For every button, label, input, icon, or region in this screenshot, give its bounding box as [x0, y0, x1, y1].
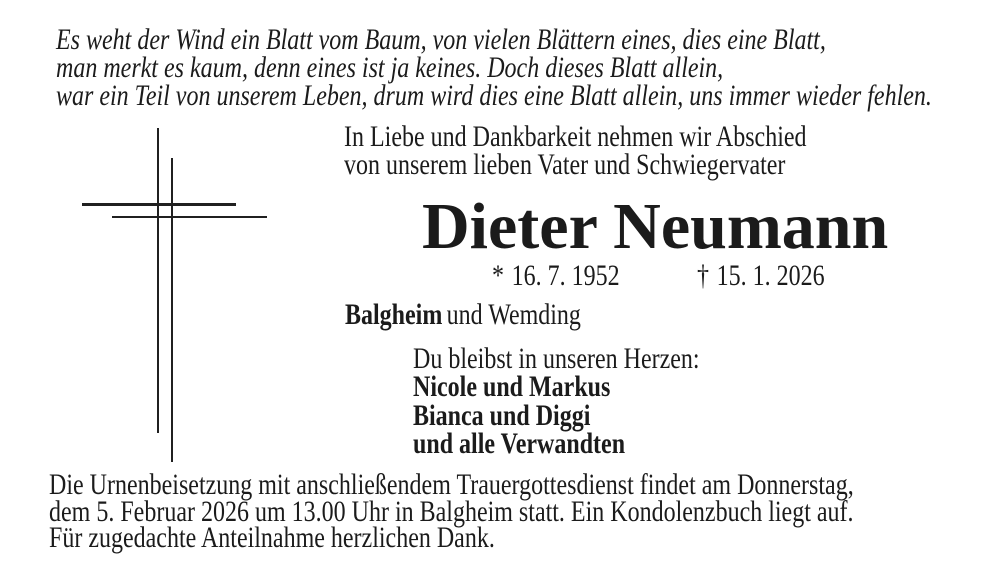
cross-horizontal-line [82, 203, 236, 206]
dagger-symbol: † [697, 259, 709, 292]
funeral-line: Die Urnenbeisetzung mit anschließendem Trauergottesdienst findet am Donnerstag, [49, 468, 854, 501]
deceased-name: Dieter Neumann [422, 190, 889, 263]
intro-line: In Liebe und Dankbarkeit nehmen wir Abschied [344, 120, 807, 153]
residence-secondary: und Wemding [446, 298, 581, 331]
memorial-verse [56, 23, 932, 112]
verse-line: Es weht der Wind ein Blatt vom Baum, von vielen Blättern eines, dies eine Blatt, [56, 23, 826, 56]
cross-vertical-line [157, 128, 159, 433]
birth-date-line [492, 259, 620, 292]
death-date: 15. 1. 2026 [716, 259, 825, 292]
birth-date: 16. 7. 1952 [511, 259, 620, 292]
residence-line [345, 298, 581, 331]
mourner-line: Nicole und Markus [413, 370, 611, 404]
farewell-line: Du bleibst in unseren Herzen: [413, 342, 700, 375]
funeral-info [49, 468, 854, 555]
mourner-line: und alle Verwandten [413, 426, 626, 460]
residence-primary: Balgheim [345, 298, 443, 331]
farewell-intro [344, 120, 807, 181]
cross-horizontal-line [112, 216, 267, 218]
funeral-line: dem 5. Februar 2026 um 13.00 Uhr in Balgheim statt. Ein Kondolenzbuch liegt auf. [49, 494, 854, 528]
verse-line: war ein Teil von unserem Leben, drum wird dies eine Blatt allein, uns immer wieder fehlen. [56, 79, 932, 112]
funeral-line: Für zugedachte Anteilnahme herzlichen Dank. [49, 521, 495, 555]
memorial-cross-icon [82, 128, 272, 464]
family-block [413, 342, 700, 460]
verse-line: man merkt es kaum, denn eines ist ja keines. Doch dieses Blatt allein, [56, 51, 724, 84]
mourner-line: Bianca und Diggi [413, 398, 591, 432]
death-date-line [697, 259, 825, 292]
intro-line: von unserem lieben Vater und Schwiegervater [344, 147, 786, 181]
birth-star-symbol: * [492, 259, 504, 292]
